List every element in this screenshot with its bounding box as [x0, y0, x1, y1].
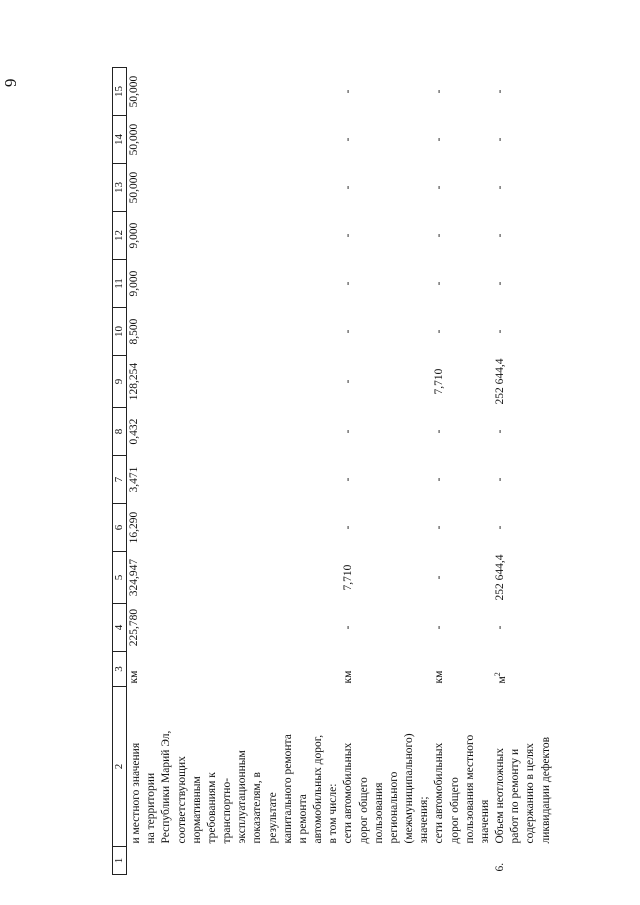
local-roads-description: сети автомобильных дорог общего пользования местного значения [433, 734, 491, 844]
value-cell: - [433, 429, 446, 434]
value-cell: - [433, 575, 446, 580]
regional-roads-description: сети автомобильных дорог общего пользования регионального (межмуниципального) значения; [342, 733, 431, 844]
table-row [341, 68, 432, 875]
col-header: 12 [113, 212, 127, 260]
col-header: 4 [113, 604, 127, 652]
col-header: 1 [113, 847, 127, 875]
unit-cell: км [128, 670, 140, 684]
value-cell: - [433, 89, 446, 94]
value-cell: - [342, 281, 355, 286]
value-cell: - [433, 625, 446, 630]
value-cell: - [433, 233, 446, 238]
value-cell: 0,432 [128, 418, 140, 445]
value-cell: 252 644,4 [494, 554, 507, 601]
value-cell: 16,290 [128, 511, 140, 544]
col-header: 8 [113, 408, 127, 456]
value-cell: - [494, 89, 507, 94]
col-header: 10 [113, 308, 127, 356]
value-cell: - [342, 525, 355, 530]
value-cell: - [494, 281, 507, 286]
value-cell: - [342, 185, 355, 190]
col-header: 5 [113, 552, 127, 604]
value-cell: - [494, 233, 507, 238]
value-cell: - [494, 477, 507, 482]
value-cell: - [433, 477, 446, 482]
col-header: 7 [113, 456, 127, 504]
value-cell: - [494, 525, 507, 530]
row6-description: Объем неотложных работ по ремонту и содержанию в целях ликвидации дефектов [494, 737, 552, 844]
value-cell: 50,000 [128, 75, 140, 108]
value-cell: 9,000 [128, 270, 140, 297]
col-header: 9 [113, 356, 127, 408]
indicator-table [112, 67, 554, 875]
value-cell: 324,947 [128, 558, 140, 597]
value-cell: 225,780 [128, 608, 140, 647]
table-row [127, 68, 342, 875]
value-cell: - [342, 329, 355, 334]
table-row [493, 68, 554, 875]
value-cell: - [494, 137, 507, 142]
value-cell: - [433, 329, 446, 334]
value-cell: 9,000 [128, 222, 140, 249]
row-number: 6. [494, 862, 507, 872]
value-cell: - [494, 329, 507, 334]
value-cell: - [342, 137, 355, 142]
col-header: 2 [113, 687, 127, 847]
value-cell: - [494, 625, 507, 630]
table-row [432, 68, 493, 875]
value-cell: 50,000 [128, 171, 140, 204]
continuation-description: и местного значения на территории Республики Марий Эл, соответствующих нормативным требованиям к транспортно- эксплуатационным показателям, в результате капитального ремонта и ремонта автомобильных дорог, в том числе: [130, 730, 340, 844]
value-cell: 3,471 [128, 466, 140, 493]
value-cell: 128,254 [128, 362, 140, 401]
col-header: 13 [113, 164, 127, 212]
value-cell: - [342, 625, 355, 630]
value-cell: - [433, 185, 446, 190]
value-cell: - [342, 233, 355, 238]
unit-cell: $м^2$ [493, 672, 508, 684]
col-header: 15 [113, 68, 127, 116]
value-cell: - [494, 185, 507, 190]
value-cell: 7,710 [433, 368, 446, 395]
value-cell: - [342, 477, 355, 482]
value-cell: - [342, 429, 355, 434]
col-header: 6 [113, 504, 127, 552]
value-cell: - [433, 281, 446, 286]
value-cell: - [433, 137, 446, 142]
value-cell: - [342, 379, 355, 384]
value-cell: - [342, 89, 355, 94]
page-number: 6 [1, 78, 20, 87]
unit-cell: км [342, 670, 355, 684]
value-cell: 50,000 [128, 123, 140, 156]
unit-cell: км [433, 670, 446, 684]
col-header: 14 [113, 116, 127, 164]
value-cell: 7,710 [342, 564, 355, 591]
value-cell: - [433, 525, 446, 530]
value-cell: 8,500 [128, 318, 140, 345]
value-cell: - [494, 429, 507, 434]
value-cell: 252 644,4 [494, 358, 507, 405]
column-number-row [113, 68, 127, 875]
col-header: 3 [113, 652, 127, 687]
col-header: 11 [113, 260, 127, 308]
